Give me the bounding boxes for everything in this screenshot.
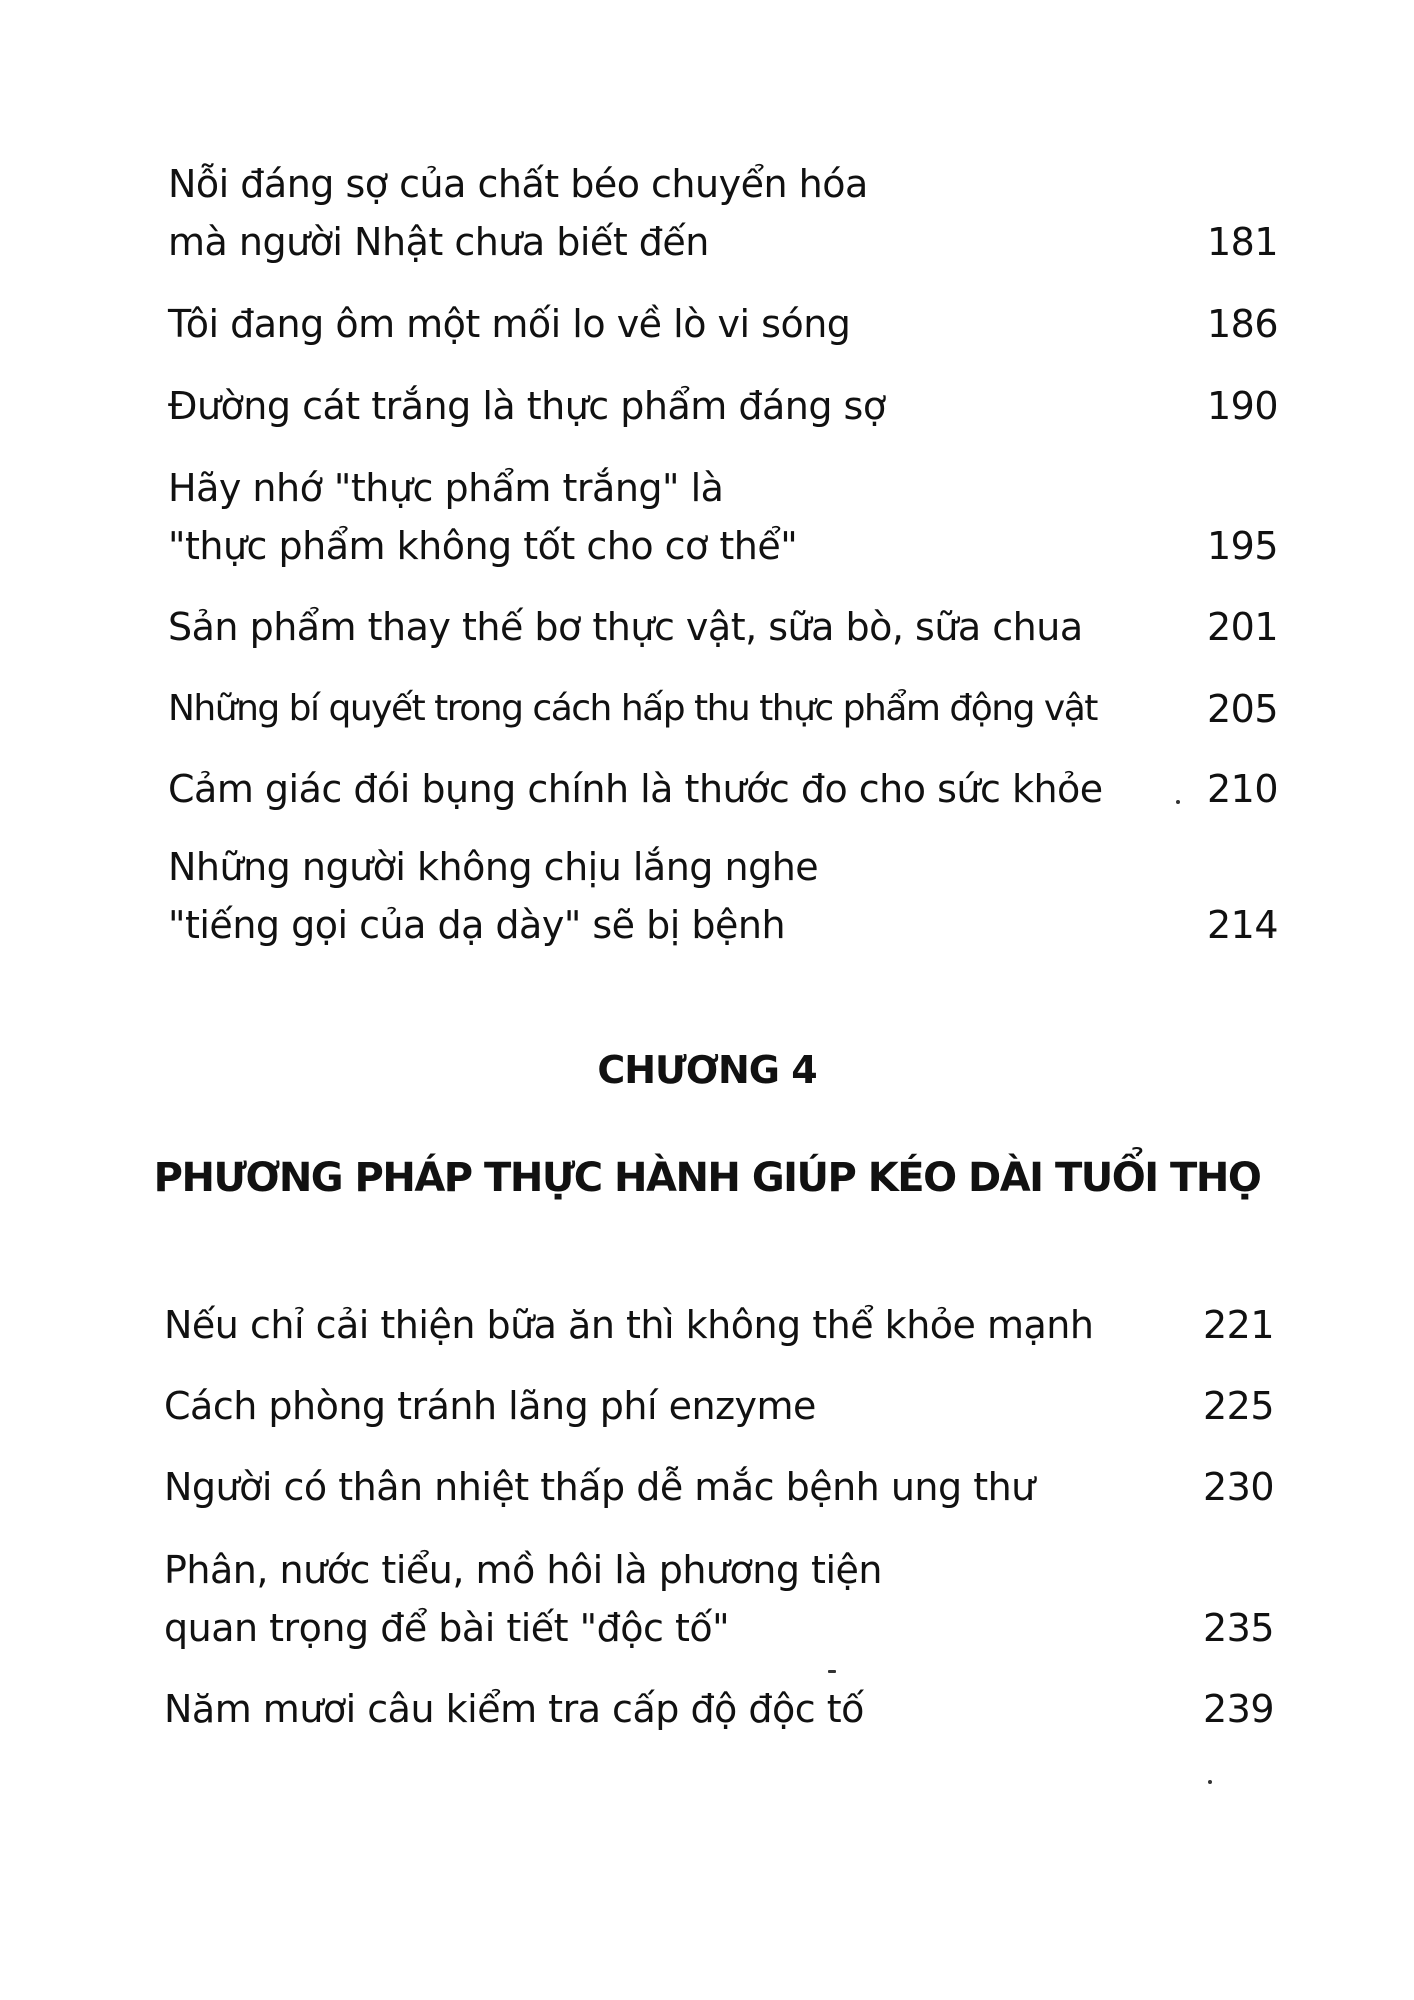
scan-speck (828, 1670, 836, 1673)
toc-entry (164, 1541, 1274, 1657)
entry-page-number: 225 (1202, 1384, 1274, 1428)
entry-page-number: 190 (1206, 384, 1278, 428)
entry-title-line: Phân, nước tiểu, mồ hôi là phương tiện (164, 1548, 882, 1592)
toc-entry (164, 1680, 1274, 1738)
entry-title-line: "tiếng gọi của dạ dày" sẽ bị bệnh (168, 903, 786, 947)
entry-page-number: 235 (1202, 1606, 1274, 1650)
entry-title-line: "thực phẩm không tốt cho cơ thể" (168, 524, 798, 568)
entry-title-line: Hãy nhớ "thực phẩm trắng" là (168, 466, 724, 510)
entry-title-line: Người có thân nhiệt thấp dễ mắc bệnh ung thư (164, 1465, 1035, 1509)
entry-title-line: Đường cát trắng là thực phẩm đáng sợ (168, 384, 886, 428)
toc-entry (164, 1377, 1274, 1435)
toc-entry (168, 459, 1278, 575)
entry-page-number: 181 (1206, 220, 1278, 264)
toc-entry (168, 155, 1278, 271)
toc-entry (164, 1296, 1274, 1354)
scan-speck (1176, 800, 1180, 804)
toc-entry (168, 680, 1278, 738)
entry-title-line: Năm mươi câu kiểm tra cấp độ độc tố (164, 1687, 864, 1731)
entry-title-line: Những người không chịu lắng nghe (168, 845, 819, 889)
entry-page-number: 221 (1202, 1303, 1274, 1347)
toc-entry (164, 1458, 1274, 1516)
entry-title-line: Sản phẩm thay thế bơ thực vật, sữa bò, sữa chua (168, 605, 1083, 649)
entry-page-number: 201 (1206, 605, 1278, 649)
chapter-title: PHƯƠNG PHÁP THỰC HÀNH GIÚP KÉO DÀI TUỔI THỌ (153, 1155, 1261, 1201)
entry-page-number: 195 (1206, 524, 1278, 568)
toc-entry (168, 377, 1278, 435)
chapter-label: CHƯƠNG 4 (597, 1048, 817, 1092)
entry-page-number: 214 (1206, 903, 1278, 947)
entry-page-number: 205 (1206, 687, 1278, 731)
toc-entry (168, 598, 1278, 656)
entry-title-line: Những bí quyết trong cách hấp thu thực phẩm động vật (168, 688, 1097, 729)
entry-title-line: mà người Nhật chưa biết đến (168, 220, 709, 264)
entry-title-line: quan trọng để bài tiết "độc tố" (164, 1606, 730, 1650)
entry-title-line: Nỗi đáng sợ của chất béo chuyển hóa (168, 162, 868, 206)
entry-page-number: 239 (1202, 1687, 1274, 1731)
entry-page-number: 210 (1206, 767, 1278, 811)
entry-title-line: Cách phòng tránh lãng phí enzyme (164, 1384, 816, 1428)
toc-entry (168, 838, 1278, 954)
entry-page-number: 230 (1202, 1465, 1274, 1509)
toc-entry (168, 295, 1278, 353)
scan-speck (1208, 1780, 1212, 1784)
toc-entry (168, 760, 1278, 818)
entry-title-line: Cảm giác đói bụng chính là thước đo cho sức khỏe (168, 767, 1103, 811)
entry-title-line: Tôi đang ôm một mối lo về lò vi sóng (168, 302, 851, 346)
entry-page-number: 186 (1206, 302, 1278, 346)
entry-title-line: Nếu chỉ cải thiện bữa ăn thì không thể khỏe mạnh (164, 1303, 1094, 1347)
